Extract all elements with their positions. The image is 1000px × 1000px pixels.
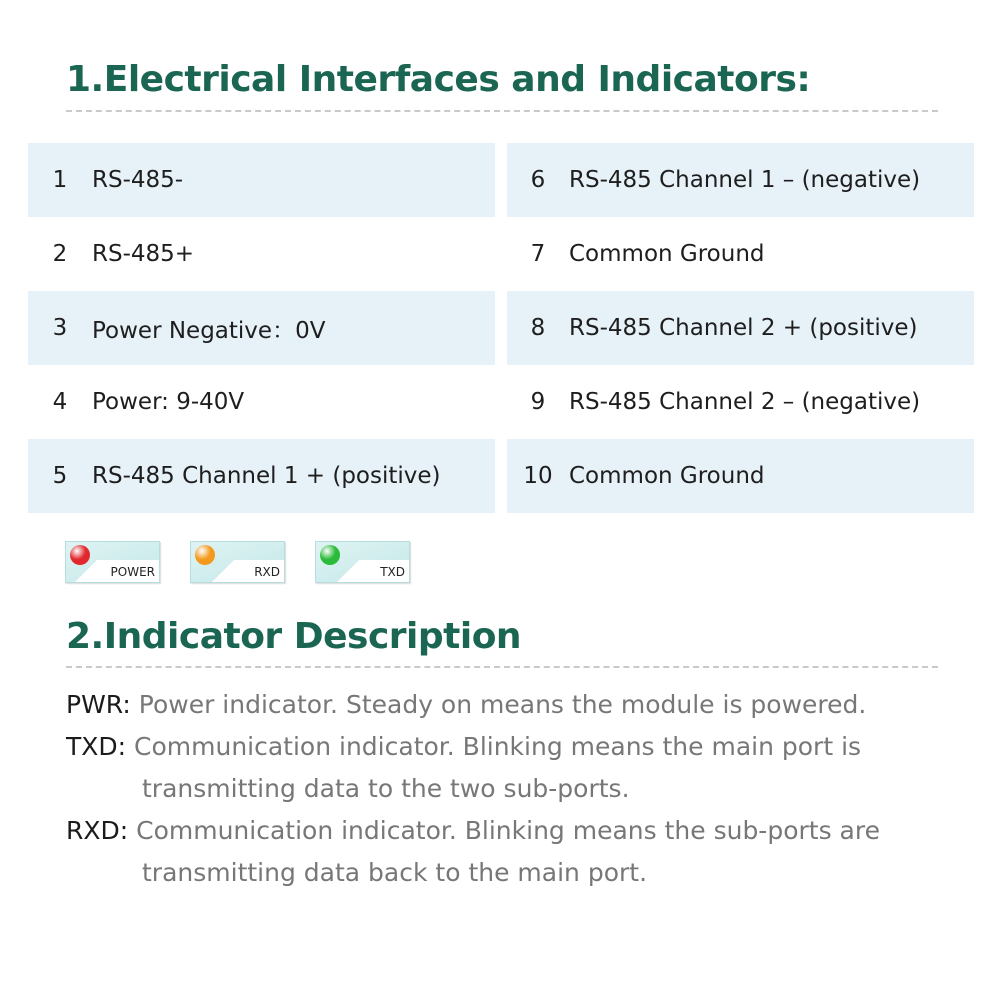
- pin-item-4: [28, 365, 495, 439]
- indicator-label: TXD: [380, 565, 405, 579]
- pin-row: [28, 291, 974, 365]
- description-line: [66, 810, 966, 852]
- pin-item-5: [28, 439, 495, 513]
- section-2-title: 2.Indicator Description: [66, 616, 522, 657]
- description-item-txd: [66, 726, 966, 810]
- pin-number: 5: [52, 463, 68, 489]
- pin-label: Power Negative：0V: [92, 317, 326, 344]
- pin-number: 10: [523, 463, 553, 489]
- description-text: Power indicator. Steady on means the module is powered.: [130, 690, 867, 719]
- description-key: PWR:: [66, 690, 131, 719]
- indicator-label: POWER: [110, 565, 155, 579]
- pin-row: [28, 439, 974, 513]
- dashed-divider: [66, 110, 938, 112]
- pin-label: RS-485+: [92, 241, 195, 267]
- pin-number: 9: [530, 389, 546, 415]
- pin-item-7: [507, 217, 974, 291]
- description-line: [66, 684, 966, 726]
- pin-number: 7: [530, 241, 546, 267]
- pin-item-8: [507, 291, 974, 365]
- dashed-divider: [66, 666, 938, 668]
- pin-item-3: [28, 291, 495, 365]
- pin-number: 6: [530, 167, 546, 193]
- rxd-indicator: [190, 541, 285, 583]
- indicator-description-list: [66, 684, 966, 894]
- pin-label: Common Ground: [569, 463, 765, 489]
- pin-label: RS-485 Channel 1 + (positive): [92, 463, 441, 489]
- pin-item-6: [507, 143, 974, 217]
- description-line: [66, 726, 966, 768]
- description-text: Communication indicator. Blinking means the main port is: [126, 732, 862, 761]
- power-indicator: [65, 541, 160, 583]
- pin-number: 2: [52, 241, 68, 267]
- pin-item-9: [507, 365, 974, 439]
- pin-item-2: [28, 217, 495, 291]
- pin-number: 8: [530, 315, 546, 341]
- pin-number: 1: [52, 167, 68, 193]
- pin-number: 4: [52, 389, 68, 415]
- indicator-legend: [0, 541, 1000, 585]
- pin-table: [28, 143, 974, 513]
- description-key: RXD:: [66, 816, 129, 845]
- pin-row: [28, 143, 974, 217]
- pin-item-10: [507, 439, 974, 513]
- description-continuation: transmitting data to the two sub-ports.: [142, 774, 630, 803]
- indicator-label: RXD: [254, 565, 280, 579]
- pin-item-1: [28, 143, 495, 217]
- description-item-rxd: [66, 810, 966, 894]
- pin-label: RS-485-: [92, 167, 184, 193]
- description-item-pwr: [66, 684, 966, 726]
- pin-label: RS-485 Channel 2 + (positive): [569, 315, 918, 341]
- pin-label: RS-485 Channel 2 – (negative): [569, 389, 921, 415]
- pin-label: RS-485 Channel 1 – (negative): [569, 167, 921, 193]
- pin-label: Common Ground: [569, 241, 765, 267]
- description-continuation: transmitting data back to the main port.: [142, 858, 648, 887]
- section-1-title: 1.Electrical Interfaces and Indicators:: [66, 59, 811, 100]
- pin-row: [28, 365, 974, 439]
- pin-row: [28, 217, 974, 291]
- pin-label: Power: 9-40V: [92, 389, 245, 415]
- description-key: TXD:: [66, 732, 127, 761]
- txd-indicator: [315, 541, 410, 583]
- description-text: Communication indicator. Blinking means the sub-ports are: [128, 816, 880, 845]
- pin-number: 3: [52, 315, 68, 341]
